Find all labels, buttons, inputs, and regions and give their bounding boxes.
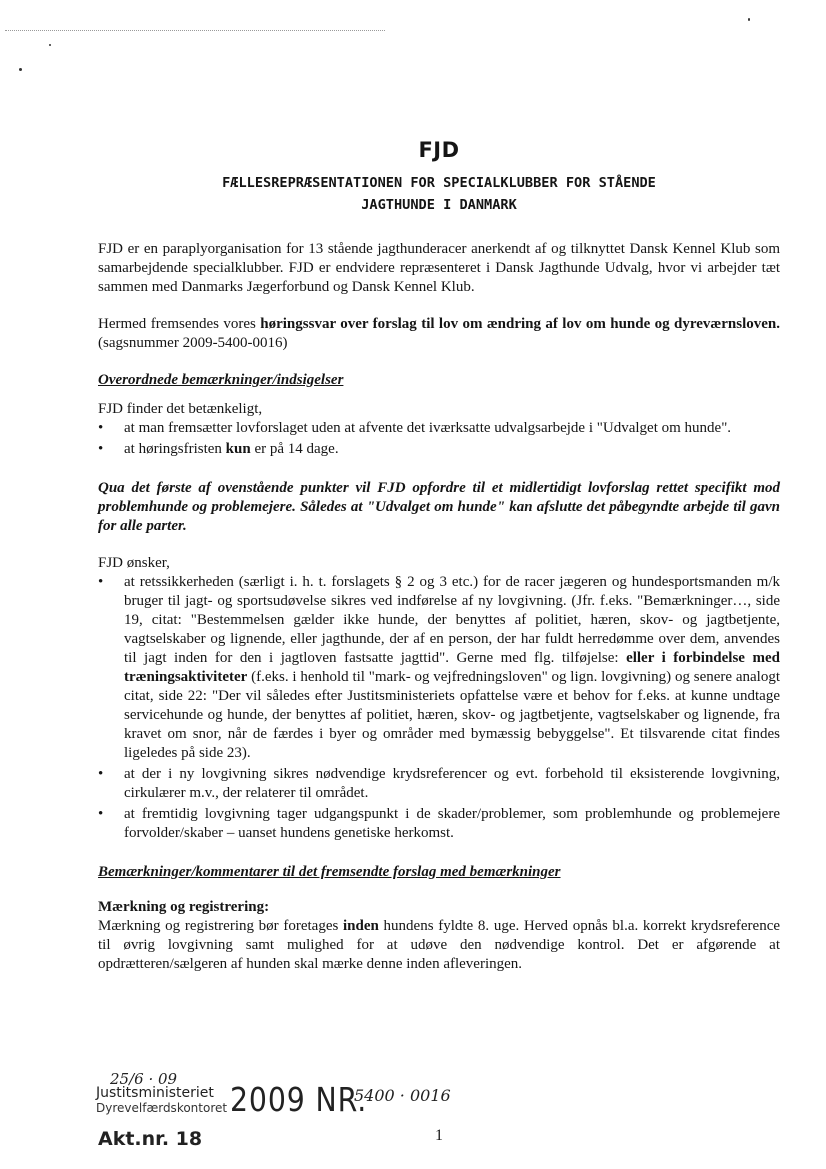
stamp-akt-number: Akt.nr. 18 xyxy=(98,1128,203,1150)
list-item: • at fremtidig lovgivning tager udgangspunkt i de skader/problemer, som problemhunde og problemejere forvolder/skaber – uanset hundens genetiske herkomst. xyxy=(98,806,780,841)
document-title: FJD xyxy=(418,138,460,162)
submission-text: Hermed fremsendes vores xyxy=(98,316,261,332)
marking-paragraph: Mærkning og registrering bør foretages inden hundens fyldte 8. uge. Herved opnås bl.a. korrekt krydsreference til øvrig lovgivning samt mulighed for at udøve den nødvendige kontrol. Det er afgørende at opdrætteren/sælgeren af hunden skal mærke denne inden afleveringen. xyxy=(98,918,781,972)
stamp-year-number: 2009 NR. xyxy=(230,1080,368,1119)
case-number: (sagsnummer 2009-5400-0016) xyxy=(98,335,288,351)
document-page xyxy=(98,138,780,974)
receipt-stamp xyxy=(96,1066,596,1166)
scan-speck xyxy=(49,44,51,46)
stamp-ministry: Justitsministeriet xyxy=(96,1085,214,1101)
list-item: • at man fremsætter lovforslaget uden at afvente det iværksatte udvalgsarbejde i "Udvalget om hunde". xyxy=(98,420,732,436)
organization-name-line2: JAGTHUNDE I DANMARK xyxy=(361,197,517,213)
bullet-icon: • xyxy=(98,574,104,590)
organization-name xyxy=(98,172,780,216)
bullet-icon: • xyxy=(98,441,104,457)
scan-speck xyxy=(748,18,750,21)
list-item: • at retssikkerheden (særligt i. h. t. forslagets § 2 og 3 etc.) for de racer jægeren og hundesportsmanden m/k bruger til jagt- og sportsudøvelse sikres ved indførelse af ny lovgivning. (Jfr. f.eks. "Bemærkninger…, side 19, citat: "Bestemmelsen gælder ikke hunde, der benyttes af politiet, hæren, skov- og jagtbetjente, vagtselskaber og lignende, eller jagthunde, der af en person, der har fuldt herredømme over dem, anvendes til jagt inden for den i jagtloven fastsatte jagttid". Gerne med flg. tilføjelse: eller i forbindelse med træningsaktiviteter (f.eks. i henhold til "mark- og vejfredningsloven" og lign. lovgivning) og senere analogt citat, side 22: "Der vil således efter Justitsministeriets opfattelse være et behov for f.eks. at kunne undtage servicehunde og hunde, der benyttes af politiet, hæren, skov- og jagtbetjente, vagtselskaber og lignende, fra kravet om snor, når de færdes i byer og områder med bymæssig bebyggelse". Et tilsvarende citat findes ligeledes på side 23). xyxy=(98,574,780,761)
section-heading-comments: Bemærkninger/kommentarer til det fremsendte forslag med bemærkninger xyxy=(98,864,561,880)
list-item: • at høringsfristen kun er på 14 dage. xyxy=(98,441,339,457)
handwritten-case-number: 5400 · 0016 xyxy=(354,1086,451,1105)
wishes-list xyxy=(98,573,780,843)
stamp-office: Dyrevelfærdskontoret xyxy=(96,1101,228,1115)
organization-name-line1: FÆLLESREPRÆSENTATIONEN FOR SPECIALKLUBBER FOR STÅENDE xyxy=(222,175,656,191)
handwritten-date: 25/6 · 09 xyxy=(110,1070,178,1088)
recommendation-paragraph: Qua det første af ovenstående punkter vil FJD opfordre til et midlertidigt lovforslag rettet specifikt mod problemhunde og problemejere. Således at "Udvalget om hunde" kan afslutte det påbegyndte arbejde til gavn for alle parter. xyxy=(98,480,780,534)
concern-lead: FJD finder det betænkeligt, xyxy=(98,401,263,417)
bullet-icon: • xyxy=(98,420,104,436)
intro-paragraph: FJD er en paraplyorganisation for 13 stående jagthunderacer anerkendt af og tilknyttet Dansk Kennel Klub som samarbejdende specialklubber. FJD er endvidere repræsenteret i Dansk Jagthunde Udvalg, hvor vi arbejder tæt sammen med Danmarks Jægerforbund og Dansk Kennel Klub. xyxy=(98,241,780,295)
wishes-lead: FJD ønsker, xyxy=(98,555,170,571)
bullet-icon: • xyxy=(98,766,104,782)
scan-speck xyxy=(19,68,22,71)
submission-paragraph xyxy=(98,315,780,353)
concern-list xyxy=(98,419,780,459)
bullet-icon: • xyxy=(98,806,104,822)
section-heading-overall: Overordnede bemærkninger/indsigelser xyxy=(98,372,344,388)
scan-artifact-line xyxy=(5,30,385,32)
list-item: • at der i ny lovgivning sikres nødvendige krydsreferencer og evt. forbehold til eksisterende lovgivning, cirkulærer m.v., der relaterer til området. xyxy=(98,766,780,801)
page-number: 1 xyxy=(435,1127,443,1144)
subsection-heading-marking: Mærkning og registrering: xyxy=(98,899,270,915)
submission-subject: høringssvar over forslag til lov om ændring af lov om hunde og dyreværnsloven. xyxy=(260,316,780,332)
